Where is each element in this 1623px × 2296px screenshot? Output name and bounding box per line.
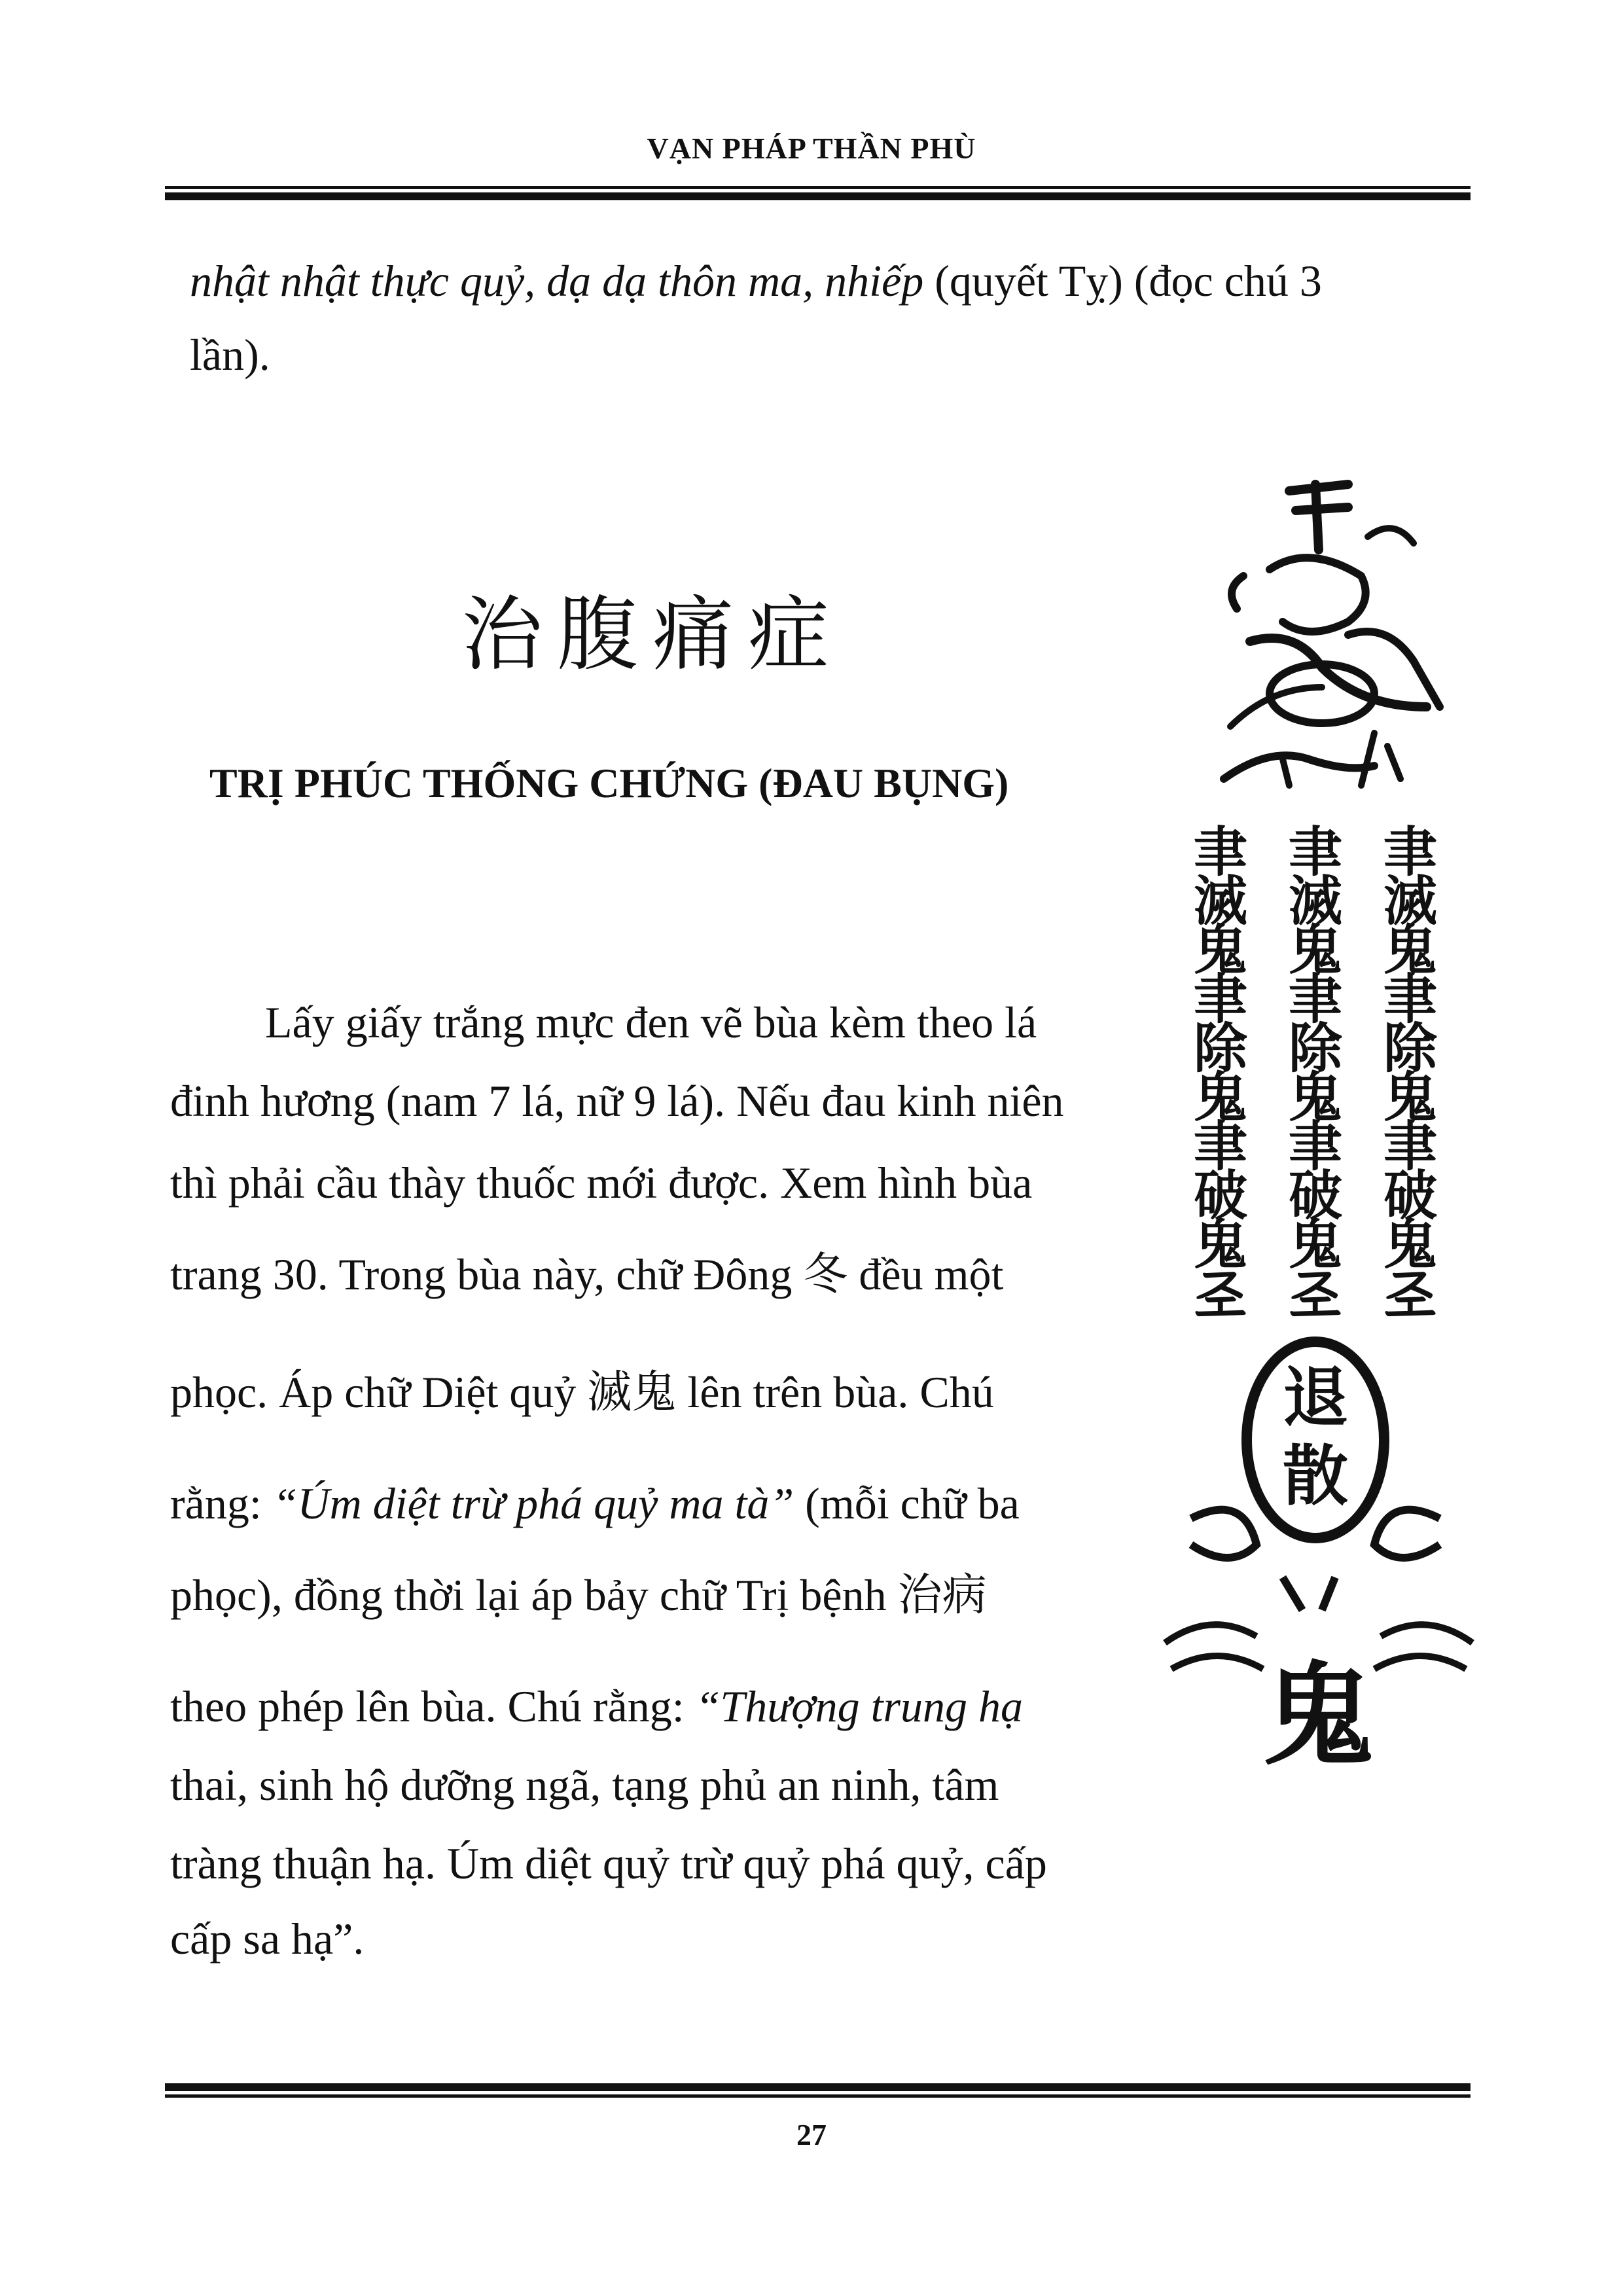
body-text: (mỗi chữ ba — [794, 1479, 1020, 1528]
talisman-char: 除 — [1383, 1018, 1438, 1080]
talisman-char: 聿 — [1193, 969, 1248, 1031]
talisman-char: 聿 — [1383, 1116, 1438, 1178]
talisman-char: 鬼 — [1193, 1067, 1248, 1129]
talisman-char: 鬼 — [1383, 920, 1438, 982]
intro-line-1 — [190, 256, 1322, 306]
talisman-columns — [1194, 821, 1438, 1325]
talisman-char: 聿 — [1193, 1116, 1248, 1178]
talisman-char: 聿 — [1383, 969, 1438, 1031]
talisman-char: 破 — [1383, 1165, 1438, 1227]
body-line-4 — [170, 1249, 1004, 1300]
section-title: TRỊ PHÚC THỐNG CHỨNG (ĐAU BỤNG) — [209, 760, 1009, 806]
talisman-char: 𢀖 — [1193, 1263, 1248, 1325]
header-rule-thin — [165, 186, 1471, 189]
talisman-char: 鬼 — [1383, 1067, 1438, 1129]
body-line-1: Lấy giấy trắng mực đen vẽ bùa kèm theo lá — [265, 997, 1037, 1047]
cjk-tri-benh-chars: 治病 — [897, 1570, 987, 1621]
body-line-10: tràng thuận hạ. Úm diệt quỷ trừ quỷ phá quỷ, cấp — [170, 1839, 1047, 1888]
talisman-char: 聿 — [1288, 969, 1343, 1031]
talisman-illustration — [1152, 471, 1492, 1780]
talisman-bottom — [1165, 1577, 1472, 1780]
cjk-diet-quy-chars: 滅鬼 — [587, 1367, 677, 1418]
intro-plain-text: (quyết Tỵ) (đọc chú 3 — [923, 256, 1322, 306]
talisman-char: 除 — [1193, 1018, 1248, 1080]
body-line-11: cấp sa hạ”. — [170, 1914, 365, 1964]
talisman-char: 𢀖 — [1288, 1263, 1343, 1325]
footer-rule-thin — [165, 2094, 1471, 2098]
body-line-9: thai, sinh hộ dưỡng ngã, tạng phủ an ninh, tâm — [170, 1760, 999, 1810]
talisman-char: 聿 — [1288, 1116, 1343, 1178]
seal-char-1: 退 — [1283, 1359, 1348, 1436]
talisman-char: 鬼 — [1193, 1214, 1248, 1276]
talisman-char: 滅 — [1193, 870, 1248, 933]
cjk-dong-char: 冬 — [803, 1249, 848, 1300]
body-text: theo phép lên bùa. Chú rằng: — [170, 1681, 696, 1731]
talisman-seal — [1191, 1342, 1440, 1558]
talisman-char: 滅 — [1383, 870, 1438, 933]
talisman-char: 鬼 — [1288, 1067, 1343, 1129]
body-line-6 — [170, 1481, 1020, 1526]
talisman-char: 鬼 — [1288, 920, 1343, 982]
intro-italic-text: nhật nhật thực quỷ, dạ dạ thôn ma, nhiếp — [190, 256, 924, 306]
body-text: đều một — [847, 1249, 1004, 1299]
talisman-char: 鬼 — [1383, 1214, 1438, 1276]
talisman-char: 除 — [1288, 1018, 1343, 1080]
talisman-char: 𢀖 — [1383, 1263, 1438, 1325]
incantation-2-start: “Thượng trung hạ — [695, 1681, 1023, 1731]
incantation-1: “Úm diệt trừ phá quỷ ma tà” — [272, 1479, 794, 1528]
talisman-char: 聿 — [1193, 821, 1248, 884]
talisman-char: 聿 — [1383, 821, 1438, 884]
body-line-7 — [170, 1570, 987, 1621]
intro-line-2: lần). — [190, 330, 270, 380]
talisman-char: 鬼 — [1288, 1214, 1343, 1276]
talisman-char: 破 — [1288, 1165, 1343, 1227]
header-rule-thick — [165, 192, 1471, 200]
talisman-char: 破 — [1193, 1165, 1248, 1227]
body-line-2: đinh hương (nam 7 lá, nữ 9 lá). Nếu đau kinh niên — [170, 1076, 1064, 1126]
talisman-top-glyph — [1224, 484, 1440, 785]
body-text: phọc), đồng thời lại áp bảy chữ Trị bệnh — [170, 1570, 898, 1620]
body-line-3: thì phải cầu thày thuốc mới được. Xem hình bùa — [170, 1158, 1033, 1208]
talisman-bottom-char: 鬼 — [1262, 1651, 1375, 1780]
body-text: trang 30. Trong bùa này, chữ Đông — [170, 1249, 804, 1299]
body-line-5 — [170, 1367, 994, 1418]
body-text: lên trên bùa. Chú — [676, 1367, 994, 1417]
seal-char-2: 散 — [1283, 1438, 1348, 1515]
body-text: phọc. Áp chữ Diệt quỷ — [170, 1367, 588, 1417]
body-text: rằng: — [170, 1479, 273, 1528]
body-line-8 — [170, 1681, 1023, 1731]
talisman-char: 鬼 — [1193, 920, 1248, 982]
footer-rule-thick — [165, 2083, 1471, 2091]
page-number: 27 — [796, 2118, 827, 2151]
talisman-char: 滅 — [1288, 870, 1343, 933]
talisman-char: 聿 — [1288, 821, 1343, 884]
running-head: VẠN PHÁP THẦN PHÙ — [647, 132, 976, 165]
chinese-heading: 治腹痛症 — [461, 588, 844, 682]
